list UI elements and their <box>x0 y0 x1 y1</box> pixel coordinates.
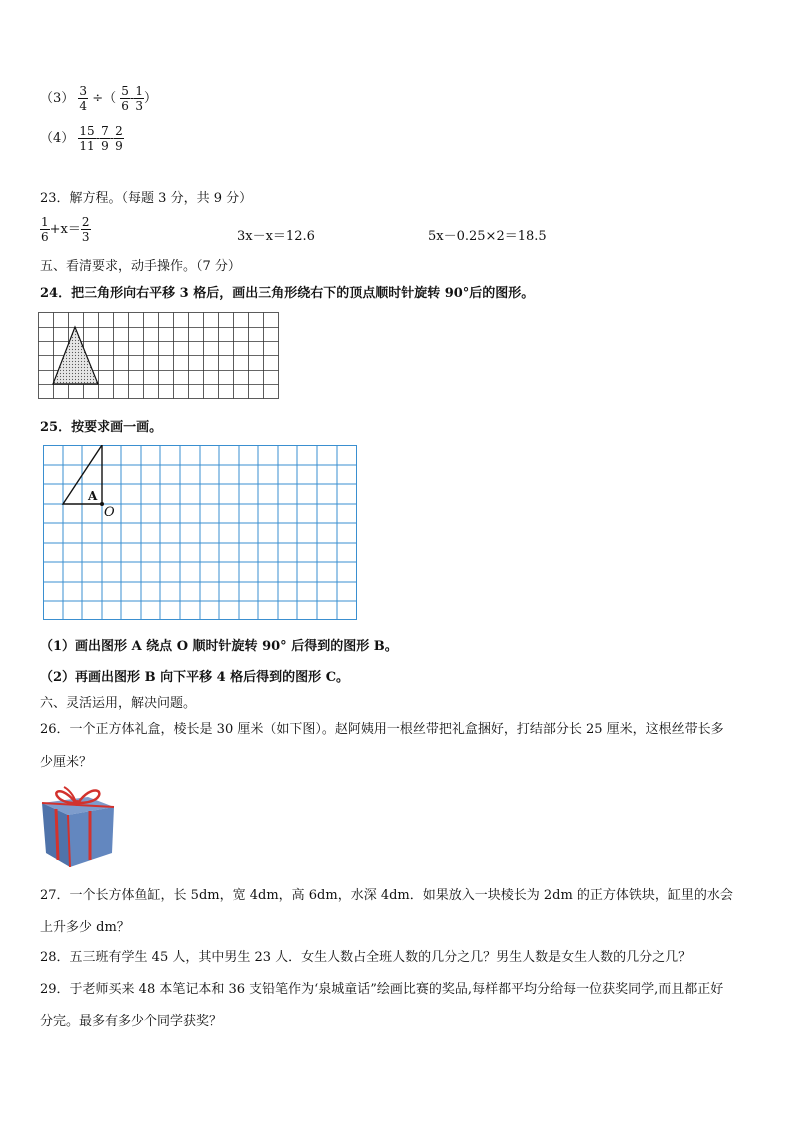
operator: - <box>129 91 135 106</box>
q22-item3 <box>40 84 157 113</box>
fraction: $\frac{2}{9}$ <box>115 124 123 153</box>
q24-grid <box>38 312 280 400</box>
q29-line1: 29．于老师买来 48 本笔记本和 36 支铅笔作为‘泉城童话”绘画比赛的奖品,每样都平均分给每一位获奖同学,而且都正好 <box>40 982 724 997</box>
q28-text: 28．五三班有学生 45 人，其中男生 23 人．女生人数占全班人数的几分之几？男生人数是女生人数的几分之几？ <box>40 950 692 965</box>
q27-line2: 上升多少 dm？ <box>40 920 130 935</box>
operator: - <box>95 131 101 146</box>
q23-equation-2: 3x－x＝12.6 <box>237 229 315 244</box>
fraction: $\frac{1}{3}$ <box>135 84 143 113</box>
fraction: $\frac{3}{4}$ <box>79 84 88 113</box>
paren: （ <box>103 91 117 106</box>
q25-sub1: （1）画出图形 A 绕点 O 顺时针旋转 90° 后得到的图形 B。 <box>40 639 398 654</box>
q23-equation-1 <box>40 215 91 244</box>
shape-a-label: A <box>88 489 98 503</box>
q24-text: 24．把三角形向右平移 3 格后，画出三角形绕右下的顶点顺时针旋转 90°后的图形。 <box>40 286 535 301</box>
equation-mid: +x＝ <box>49 222 81 237</box>
fraction: $\frac{15}{11}$ <box>79 124 95 153</box>
q26-line2: 少厘米？ <box>40 755 93 770</box>
q23-heading: 23．解方程。（每题 3 分，共 9 分） <box>40 191 253 206</box>
fraction: $\frac{5}{6}$ <box>121 84 129 113</box>
fraction: $\frac{7}{9}$ <box>101 124 109 153</box>
item-label: （3） <box>40 91 75 106</box>
section-5-heading: 五、看清要求，动手操作。（7 分） <box>40 259 241 274</box>
q27-line1: 27．一个长方体鱼缸，长 5dm，宽 4dm，高 6dm，水深 4dm．如果放入一块棱长为 2dm 的正方体铁块，缸里的水会 <box>40 888 733 903</box>
operator: ÷ <box>92 91 104 106</box>
fraction: $\frac{2}{3}$ <box>81 215 90 244</box>
q25-text: 25．按要求画一画。 <box>40 420 163 435</box>
section-6-heading: 六、灵活运用，解决问题。 <box>40 696 197 711</box>
gift-box-image <box>38 783 118 869</box>
operator: - <box>109 131 115 146</box>
q25-grid <box>43 445 359 623</box>
q22-item4 <box>40 124 124 153</box>
paren: ） <box>143 91 157 106</box>
q25-sub2: （2）再画出图形 B 向下平移 4 格后得到的图形 C。 <box>40 670 350 685</box>
q23-equation-3: 5x－0.25×2＝18.5 <box>428 229 547 244</box>
fraction: $\frac{1}{6}$ <box>41 215 49 244</box>
q26-line1: 26．一个正方体礼盒，棱长是 30 厘米（如下图）。赵阿姨用一根丝带把礼盒捆好，打结部分长 25 厘米，这根丝带长多 <box>40 722 724 737</box>
point-o-label: O <box>104 505 115 520</box>
item-label: （4） <box>40 131 75 146</box>
q29-line2: 分完。最多有多少个同学获奖？ <box>40 1014 223 1029</box>
